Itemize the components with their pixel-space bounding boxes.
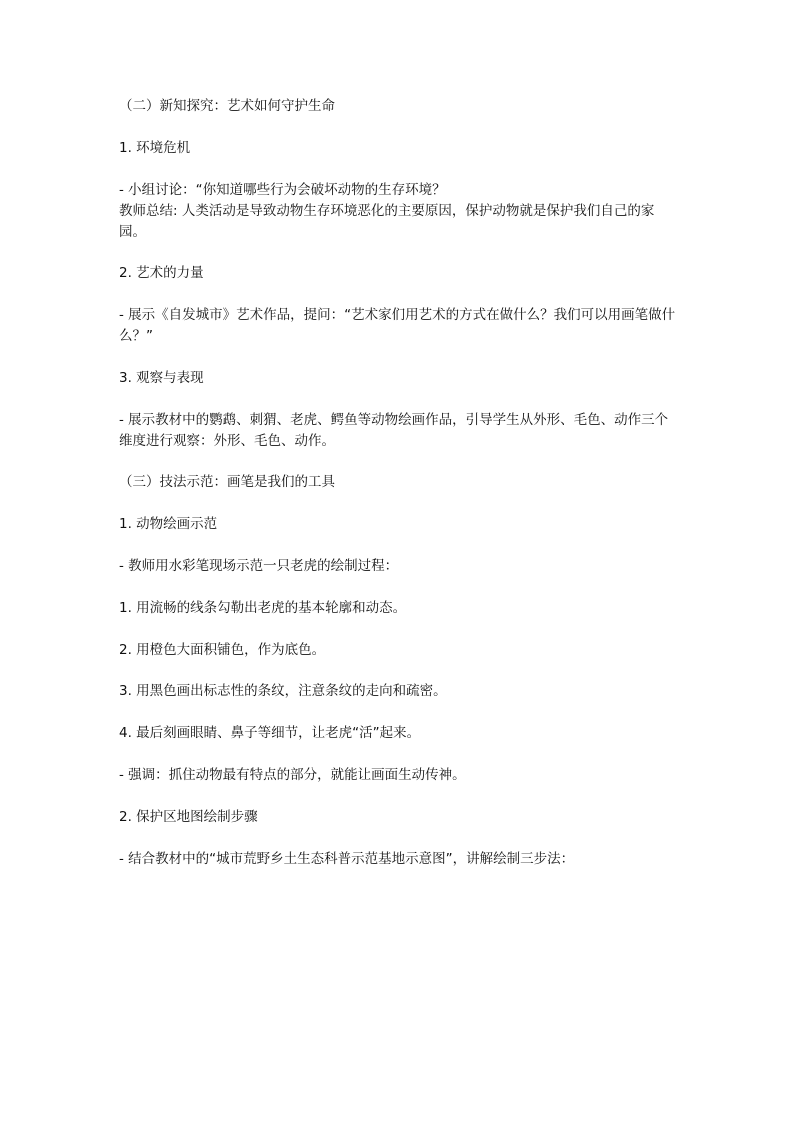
paragraph-show-artwork: - 展示《自发城市》艺术作品，提问：“艺术家们用艺术的方式在做什么？我们可以用画笔做什么？” [119,307,676,344]
section-heading-technique-demo: （三）技法示范：画笔是我们的工具 [119,474,335,490]
subheading-observe-express: 3. 观察与表现 [119,370,204,386]
list-item-step-2: 2. 用橙色大面积铺色，作为底色。 [119,642,326,658]
paragraph-emphasis: - 强调：抓住动物最有特点的部分，就能让画面生动传神。 [119,767,466,783]
subheading-environment-crisis: 1. 环境危机 [119,140,191,156]
list-item-step-4: 4. 最后刻画眼睛、鼻子等细节，让老虎“活”起来。 [119,725,421,741]
list-item-step-1: 1. 用流畅的线条勾勒出老虎的基本轮廓和动态。 [119,600,407,616]
section-heading-new-knowledge: （二）新知探究：艺术如何守护生命 [119,98,335,114]
list-item-step-3: 3. 用黑色画出标志性的条纹，注意条纹的走向和疏密。 [119,683,447,699]
paragraph-teacher-summary: 教师总结: 人类活动是导致动物生存环境恶化的主要原因，保护动物就是保护我们自己的家园。 [119,203,655,240]
paragraph-map-explanation: - 结合教材中的“城市荒野乡土生态科普示范基地示意图”，讲解绘制三步法： [119,851,575,867]
paragraph-teacher-demo: - 教师用水彩笔现场示范一只老虎的绘制过程： [119,558,399,574]
subheading-animal-painting-demo: 1. 动物绘画示范 [119,516,218,532]
paragraph-observe-animals: - 展示教材中的鹦鹉、刺猬、老虎、鳄鱼等动物绘画作品，引导学生从外形、毛色、动作三个维度进行观察：外形、毛色、动作。 [119,412,669,449]
paragraph-group-discussion: - 小组讨论：“你知道哪些行为会破坏动物的生存环境？ [119,182,446,198]
subheading-map-drawing-steps: 2. 保护区地图绘制步骤 [119,809,258,825]
subheading-power-of-art: 2. 艺术的力量 [119,265,204,281]
